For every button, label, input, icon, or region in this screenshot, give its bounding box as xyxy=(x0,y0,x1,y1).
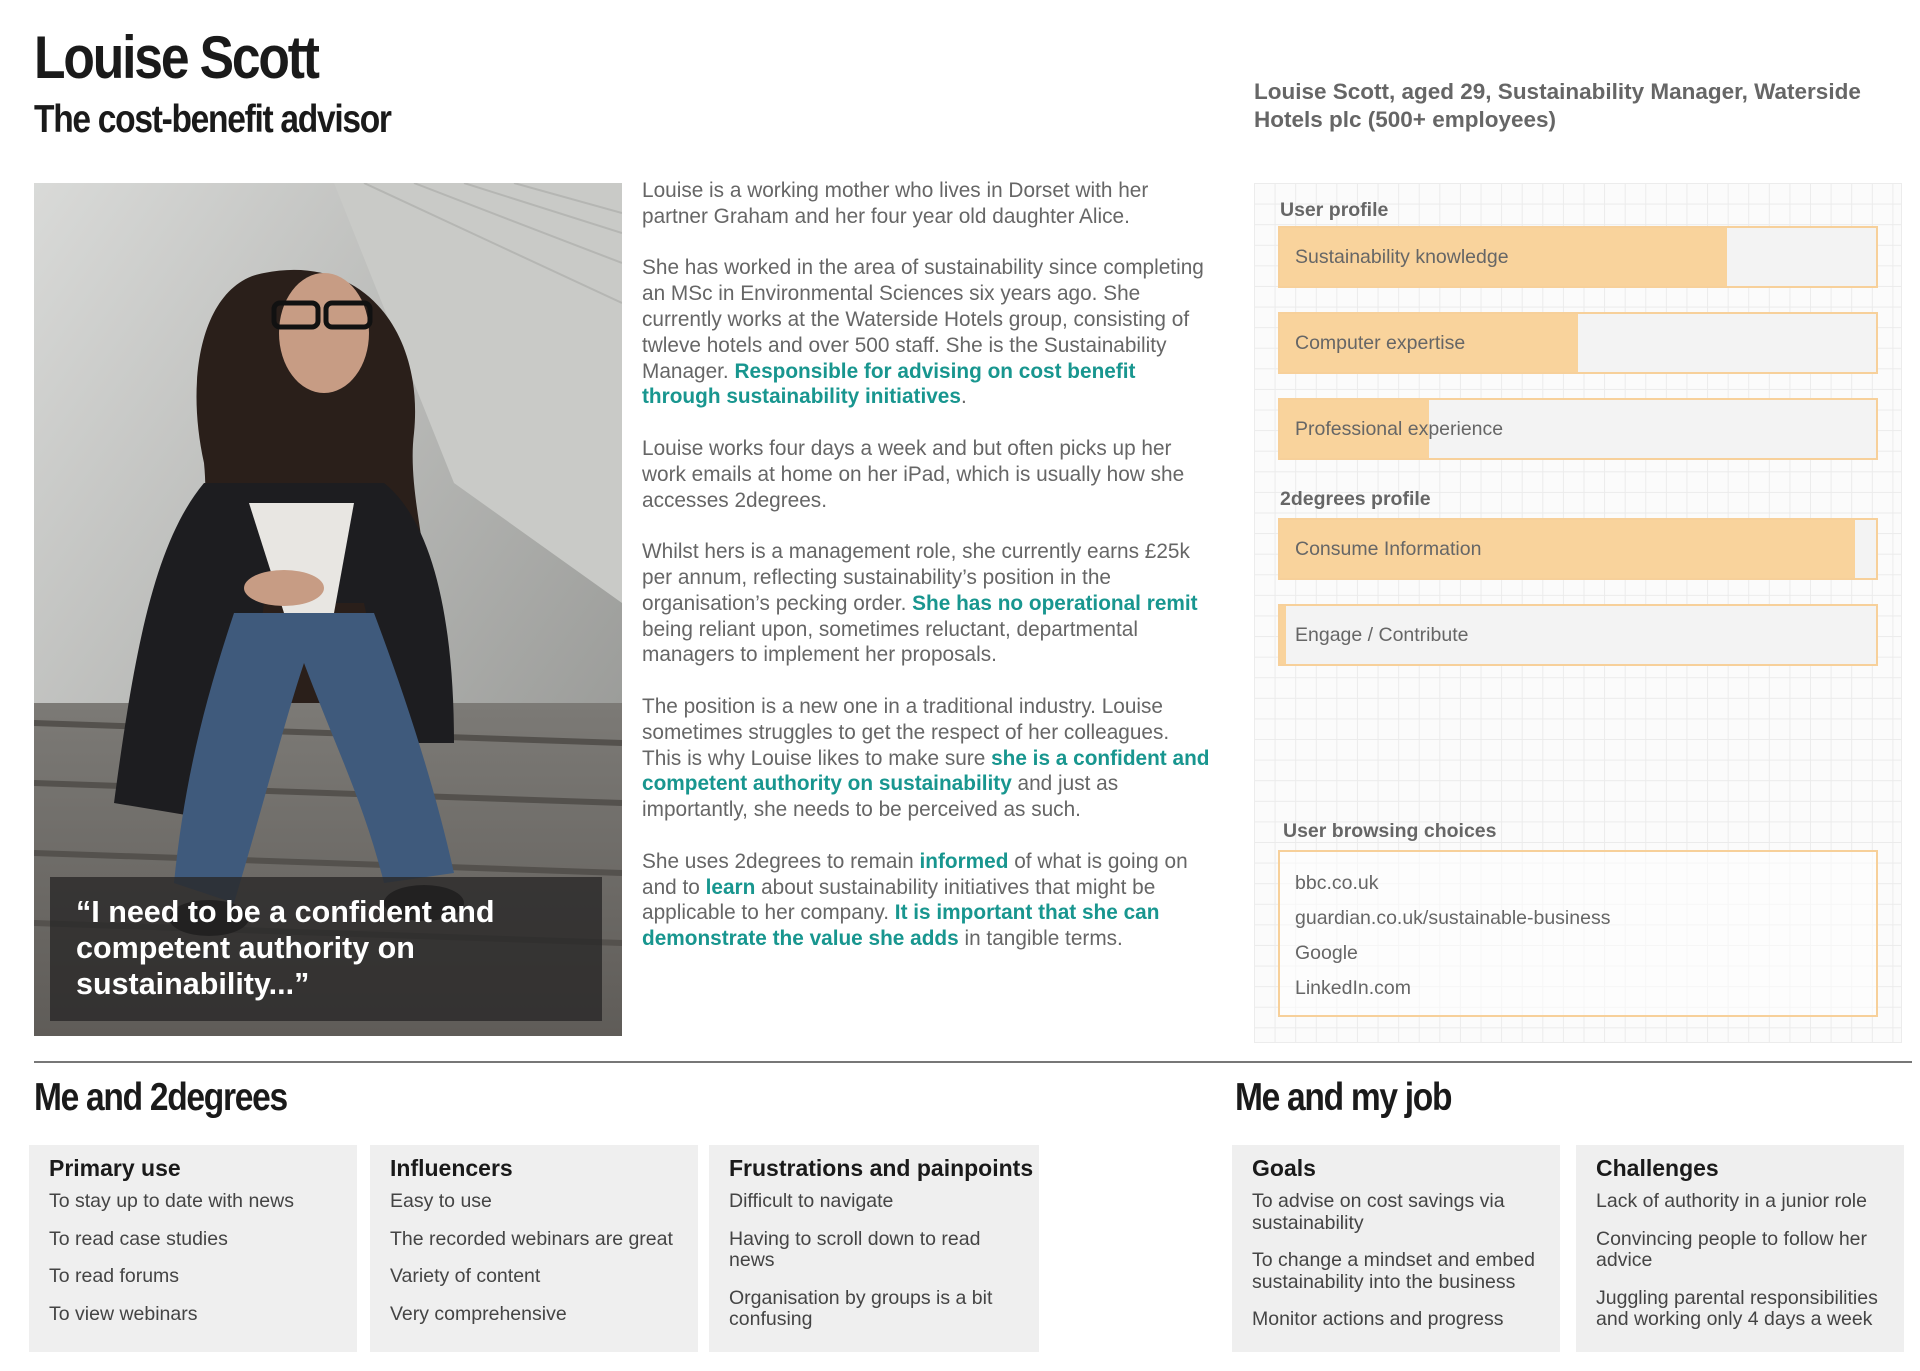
list-item: Organisation by groups is a bit confusing xyxy=(729,1286,993,1330)
bio-highlight: she is a confident and competent authority on sustainability xyxy=(642,746,1210,796)
list-item: Difficult to navigate xyxy=(729,1190,894,1212)
browsing-item: LinkedIn.com xyxy=(1295,977,1411,999)
bio-paragraph xyxy=(642,436,1212,513)
card-influencers xyxy=(370,1145,698,1352)
bio-paragraph xyxy=(642,539,1212,668)
bio-text: about sustainability initiatives that might be applicable to her company. xyxy=(642,875,1156,925)
bio-text: She uses 2degrees to remain xyxy=(642,849,920,873)
bio-text: Louise works four days a week and but often picks up her work emails at home on her iPad, which is usually how she accesses 2degrees. xyxy=(642,436,1185,512)
bio-highlight: She has no operational remit xyxy=(912,591,1198,615)
card-frustrations xyxy=(709,1145,1039,1352)
card-title: Influencers xyxy=(390,1155,513,1181)
card-title: Primary use xyxy=(49,1155,181,1181)
list-item: Variety of content xyxy=(390,1265,541,1287)
bio-text: Whilst hers is a management role, she currently earns £25k per annum, reflecting sustainability’s position in the organisation’s pecking order. xyxy=(642,540,1190,615)
bar-label: Computer expertise xyxy=(1295,332,1466,354)
bio-paragraph xyxy=(642,694,1212,823)
bio-paragraph xyxy=(642,255,1212,410)
card-title: Goals xyxy=(1252,1155,1316,1181)
list-item: To read case studies xyxy=(49,1227,228,1250)
bar-computer-expertise xyxy=(1278,312,1878,374)
bar-label: Professional experience xyxy=(1295,418,1504,440)
bio-text: . xyxy=(960,385,967,409)
bar-label: Engage / Contribute xyxy=(1295,624,1469,646)
bio-highlight: learn xyxy=(705,875,756,899)
list-item: To stay up to date with news xyxy=(49,1190,294,1212)
bio-paragraph xyxy=(642,849,1212,952)
bar-label: Sustainability knowledge xyxy=(1295,246,1509,268)
bio-text: in tangible terms. xyxy=(958,927,1123,951)
browsing-item: guardian.co.uk/sustainable-business xyxy=(1295,907,1611,929)
list-item: Juggling parental responsibilities and working only 4 days a week xyxy=(1596,1286,1878,1330)
bar-engage-contribute xyxy=(1278,604,1878,666)
list-item: Convincing people to follow her advice xyxy=(1596,1227,1868,1271)
persona-quote: “I need to be a confident and competent authority on sustainability...” xyxy=(76,895,495,1001)
list-item: To advise on cost savings via sustainability xyxy=(1252,1190,1505,1234)
list-item: To view webinars xyxy=(49,1302,198,1325)
degrees-profile-title: 2degrees profile xyxy=(1280,488,1431,510)
card-goals xyxy=(1232,1145,1560,1352)
persona-bio xyxy=(642,178,1212,978)
browsing-item: Google xyxy=(1295,942,1358,964)
list-item: Monitor actions and progress xyxy=(1252,1308,1504,1330)
browsing-title: User browsing choices xyxy=(1283,820,1497,842)
card-title: Challenges xyxy=(1596,1155,1719,1181)
bar-label: Consume Information xyxy=(1295,538,1482,560)
bar-consume-information xyxy=(1278,518,1878,580)
section-divider xyxy=(34,1061,1912,1063)
persona-name: Louise Scott xyxy=(34,24,318,91)
bio-text: Louise is a working mother who lives in Dorset with her partner Graham and her four year old daughter Alice. xyxy=(642,179,1149,228)
list-item: Lack of authority in a junior role xyxy=(1596,1190,1867,1212)
card-challenges xyxy=(1576,1145,1904,1352)
bar-sustainability-knowledge xyxy=(1278,226,1878,288)
bio-highlight: It is important that she can demonstrate the value she adds xyxy=(642,901,1160,951)
list-item: Having to scroll down to read news xyxy=(729,1227,981,1271)
bio-text: of what is going on and to xyxy=(642,849,1188,899)
bio-text: being reliant upon, sometimes reluctant, departmental managers to implement her proposals. xyxy=(642,617,1138,667)
list-item: Very comprehensive xyxy=(390,1302,567,1325)
bio-text: The position is a new one in a traditional industry. Louise sometimes struggles to get the respect of her colleagues. This is why Louise likes to make sure xyxy=(642,694,1170,770)
bio-text: She has worked in the area of sustainability since completing an MSc in Environmental Sciences six years ago. She currently works at the Waterside Hotels group, consisting of twleve hotels and over 500 staff. She is the Sustainability Manager. xyxy=(642,256,1204,383)
list-item: Easy to use xyxy=(390,1190,492,1212)
bar-professional-experience xyxy=(1278,398,1878,460)
card-title: Frustrations and painpoints xyxy=(729,1155,1034,1181)
browsing-list xyxy=(1280,852,1876,1006)
bio-text: and just as importantly, she needs to be perceived as such. xyxy=(642,772,1119,822)
me-and-2degrees-title: Me and 2degrees xyxy=(34,1076,287,1119)
browsing-item: bbc.co.uk xyxy=(1295,872,1379,894)
persona-role: The cost-benefit advisor xyxy=(34,98,391,141)
browsing-box xyxy=(1278,850,1878,1017)
bio-paragraph xyxy=(642,178,1212,230)
persona-summary: Louise Scott, aged 29, Sustainability Manager, Waterside Hotels plc (500+ employees) xyxy=(1254,79,1861,132)
list-item: The recorded webinars are great xyxy=(390,1227,673,1250)
user-profile-title: User profile xyxy=(1280,199,1389,221)
bar-fill xyxy=(1280,606,1286,664)
bio-highlight: informed xyxy=(919,849,1009,873)
bio-highlight: Responsible for advising on cost benefit through sustainability initiatives xyxy=(642,359,1136,409)
card-primary-use xyxy=(29,1145,357,1352)
list-item: To read forums xyxy=(49,1265,180,1287)
me-and-my-job-title: Me and my job xyxy=(1235,1076,1452,1119)
list-item: To change a mindset and embed sustainability into the business xyxy=(1252,1249,1535,1293)
